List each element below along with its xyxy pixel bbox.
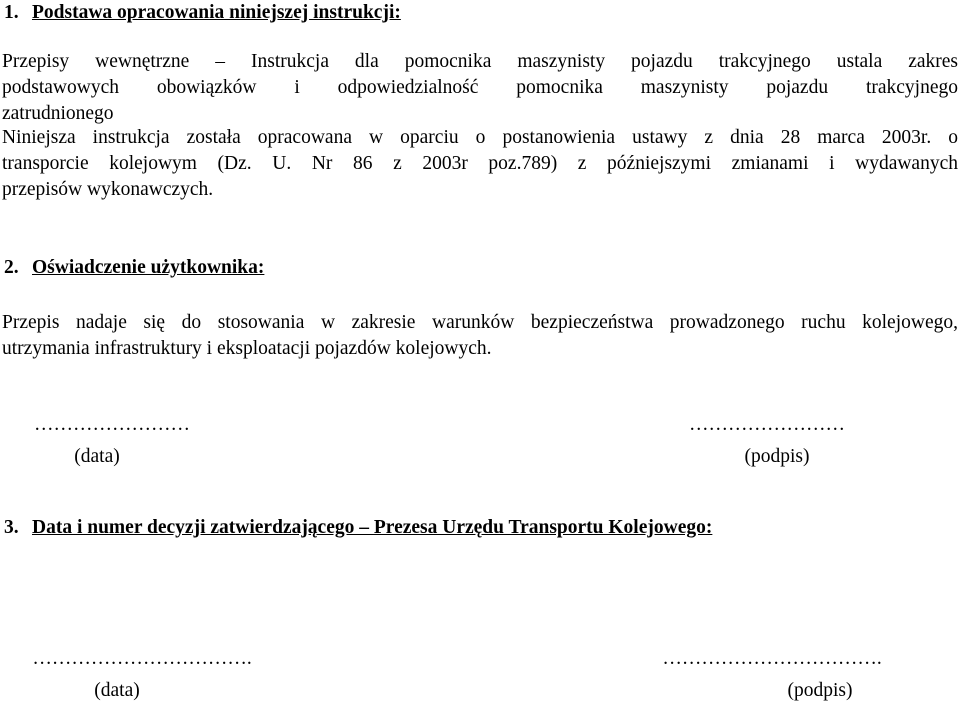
section-1-title: Podstawa opracowania niniejszej instrukcji: xyxy=(32,2,401,23)
signature-dots: ……………………………. xyxy=(662,648,882,669)
signature-label: (podpis) xyxy=(744,446,810,467)
text-line: Niniejsza instrukcja została opracowana w oparciu o postanowienia ustawy z dnia 28 marca 2003r. o xyxy=(2,127,958,148)
text-line: Przepisy wewnętrzne – Instrukcja dla pomocnika maszynisty pojazdu trakcyjnego ustala zakres xyxy=(2,51,958,72)
section-3-date-field xyxy=(2,648,282,702)
section-1-heading xyxy=(4,2,401,24)
section-1-paragraph-1 xyxy=(2,49,958,127)
text-line: transporcie kolejowym (Dz. U. Nr 86 z 2003r poz.789) z późniejszymi zmianami i wydawanych xyxy=(2,153,958,174)
signature-dots: …………………… xyxy=(689,414,845,435)
date-dots: ……………………………. xyxy=(32,648,252,669)
date-label: (data) xyxy=(94,680,140,701)
section-3-signature-field xyxy=(622,648,922,702)
text-line: Przepis nadaje się do stosowania w zakresie warunków bezpieczeństwa prowadzonego ruchu kolejowego, xyxy=(2,312,958,333)
text-line: przepisów wykonawczych. xyxy=(2,179,214,200)
section-3-title: Data i numer decyzji zatwierdzającego – Prezesa Urzędu Transportu Kolejowego: xyxy=(32,517,713,538)
section-3-heading xyxy=(4,517,712,539)
section-1-paragraph-2 xyxy=(2,125,958,203)
text-line: utrzymania infrastruktury i eksploatacji pojazdów kolejowych. xyxy=(2,338,492,359)
signature-label: (podpis) xyxy=(787,680,853,701)
section-1-number: 1. xyxy=(4,2,19,23)
section-2-paragraph xyxy=(2,310,958,362)
date-dots: …………………… xyxy=(34,414,190,435)
section-2-date-field xyxy=(2,414,222,468)
section-2-heading xyxy=(4,257,264,279)
text-line: podstawowych obowiązków i odpowiedzialność pomocnika maszynisty pojazdu trakcyjnego xyxy=(2,77,958,98)
section-2-signature-field xyxy=(622,414,912,468)
text-line: zatrudnionego xyxy=(2,103,114,124)
section-2-number: 2. xyxy=(4,257,19,278)
section-2-title: Oświadczenie użytkownika: xyxy=(32,257,265,278)
section-3-number: 3. xyxy=(4,517,19,538)
date-label: (data) xyxy=(74,446,120,467)
